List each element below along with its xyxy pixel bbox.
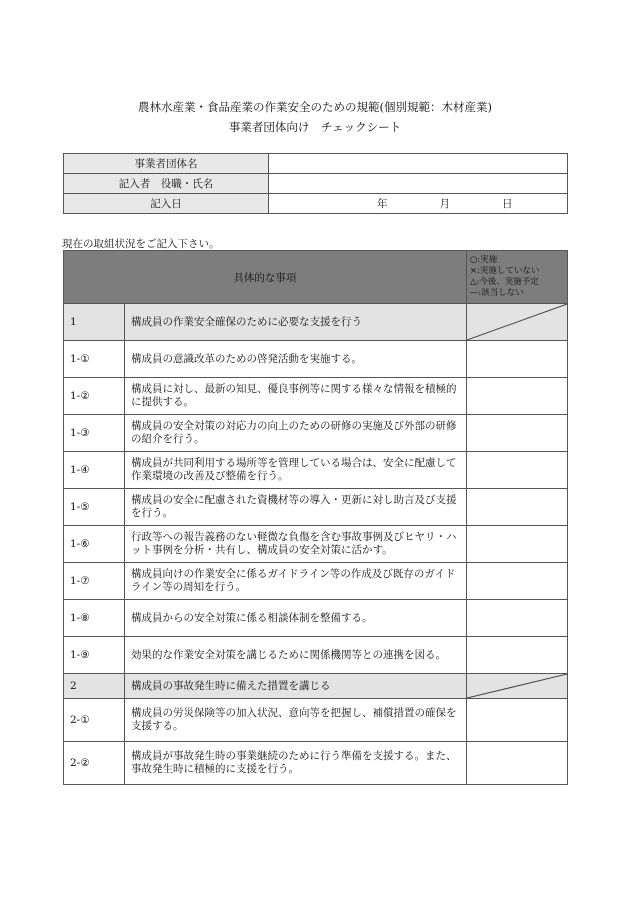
checklist-row bbox=[64, 563, 568, 600]
info-table bbox=[63, 153, 568, 214]
checklist-table bbox=[63, 250, 568, 785]
writer-label: 記入者 役職・氏名 bbox=[64, 174, 269, 194]
status-cell[interactable] bbox=[466, 699, 567, 742]
date-field[interactable] bbox=[269, 194, 568, 214]
item-text: 構成員が共同利用する場所等を管理している場合は、安全に配慮して作業環境の改善及び整備を行う。 bbox=[124, 452, 466, 489]
status-cell[interactable] bbox=[466, 378, 567, 415]
checklist-row bbox=[64, 742, 568, 785]
section-title: 構成員の事故発生時に備えた措置を講じる bbox=[124, 674, 466, 699]
section-number: 2 bbox=[64, 674, 125, 699]
section-mark-cell bbox=[466, 674, 567, 699]
status-cell[interactable] bbox=[466, 415, 567, 452]
status-cell[interactable] bbox=[466, 600, 567, 637]
status-cell[interactable] bbox=[466, 526, 567, 563]
item-number: 1-⑧ bbox=[64, 600, 125, 637]
item-number: 1-⑤ bbox=[64, 489, 125, 526]
diagonal-slash-icon bbox=[467, 674, 567, 698]
status-cell[interactable] bbox=[466, 563, 567, 600]
section-row bbox=[64, 674, 568, 699]
item-number: 2-② bbox=[64, 742, 125, 785]
legend-planned: △:今後、実施予定 bbox=[469, 277, 539, 287]
item-text: 構成員の意識改革のための啓発活動を実施する。 bbox=[124, 341, 466, 378]
item-text: 行政等への報告義務のない軽微な負傷を含む事故事例及びヒヤリ・ハット事例を分析・共有し、構成員の安全対策に活かす。 bbox=[124, 526, 466, 563]
item-number: 1-② bbox=[64, 378, 125, 415]
legend-not-done: ×:実施していない bbox=[469, 266, 540, 276]
item-number: 1-① bbox=[64, 341, 125, 378]
date-label: 記入日 bbox=[64, 194, 269, 214]
document-title bbox=[0, 97, 630, 137]
checklist-row bbox=[64, 415, 568, 452]
org-name-field[interactable] bbox=[269, 154, 568, 174]
checklist-row bbox=[64, 341, 568, 378]
title-line-2: 事業者団体向け チェックシート bbox=[228, 120, 402, 134]
item-text: 構成員の安全に配慮された資機材等の導入・更新に対し助言及び支援を行う。 bbox=[124, 489, 466, 526]
checklist-row bbox=[64, 699, 568, 742]
instruction-note: 現在の取組状況をご記入下さい。 bbox=[62, 238, 220, 250]
item-number: 1-⑥ bbox=[64, 526, 125, 563]
section-number: 1 bbox=[64, 304, 125, 341]
checklist-row bbox=[64, 489, 568, 526]
checklist-row bbox=[64, 637, 568, 674]
item-number: 2-① bbox=[64, 699, 125, 742]
date-year-label: 年 bbox=[377, 198, 388, 210]
status-cell[interactable] bbox=[466, 742, 567, 785]
status-cell[interactable] bbox=[466, 489, 567, 526]
checklist-row bbox=[64, 600, 568, 637]
date-month-label: 月 bbox=[439, 198, 450, 210]
status-cell[interactable] bbox=[466, 452, 567, 489]
writer-field[interactable] bbox=[269, 174, 568, 194]
checklist-row bbox=[64, 526, 568, 563]
org-name-label: 事業者団体名 bbox=[64, 154, 269, 174]
checklist-row bbox=[64, 452, 568, 489]
legend-not-applicable: ―:該当しない bbox=[469, 288, 524, 298]
legend-header bbox=[466, 251, 567, 304]
item-text: 構成員からの安全対策に係る相談体制を整備する。 bbox=[124, 600, 466, 637]
section-mark-cell bbox=[466, 304, 567, 341]
title-line-1: 農林水産業・食品産業の作業安全のための規範(個別規範：木材産業) bbox=[138, 100, 492, 114]
status-cell[interactable] bbox=[466, 341, 567, 378]
item-text: 構成員の労災保険等の加入状況、意向等を把握し、補償措置の確保を支援する。 bbox=[124, 699, 466, 742]
checklist-row bbox=[64, 378, 568, 415]
section-row bbox=[64, 304, 568, 341]
item-text: 構成員向けの作業安全に係るガイドライン等の作成及び既存のガイドライン等の周知を行う。 bbox=[124, 563, 466, 600]
items-header: 具体的な事項 bbox=[64, 251, 467, 304]
item-number: 1-⑨ bbox=[64, 637, 125, 674]
date-day-label: 日 bbox=[502, 198, 513, 210]
item-number: 1-④ bbox=[64, 452, 125, 489]
legend-done: ○:実施 bbox=[469, 255, 498, 265]
item-text: 構成員が事故発生時の事業継続のために行う準備を支援する。また、事故発生時に積極的に支援を行う。 bbox=[124, 742, 466, 785]
status-cell[interactable] bbox=[466, 637, 567, 674]
diagonal-slash-icon bbox=[467, 304, 567, 340]
item-number: 1-③ bbox=[64, 415, 125, 452]
item-text: 効果的な作業安全対策を講じるために関係機関等との連携を図る。 bbox=[124, 637, 466, 674]
item-text: 構成員に対し、最新の知見、優良事例等に関する様々な情報を積極的に提供する。 bbox=[124, 378, 466, 415]
item-number: 1-⑦ bbox=[64, 563, 125, 600]
item-text: 構成員の安全対策の対応力の向上のための研修の実施及び外部の研修の紹介を行う。 bbox=[124, 415, 466, 452]
section-title: 構成員の作業安全確保のために必要な支援を行う bbox=[124, 304, 466, 341]
